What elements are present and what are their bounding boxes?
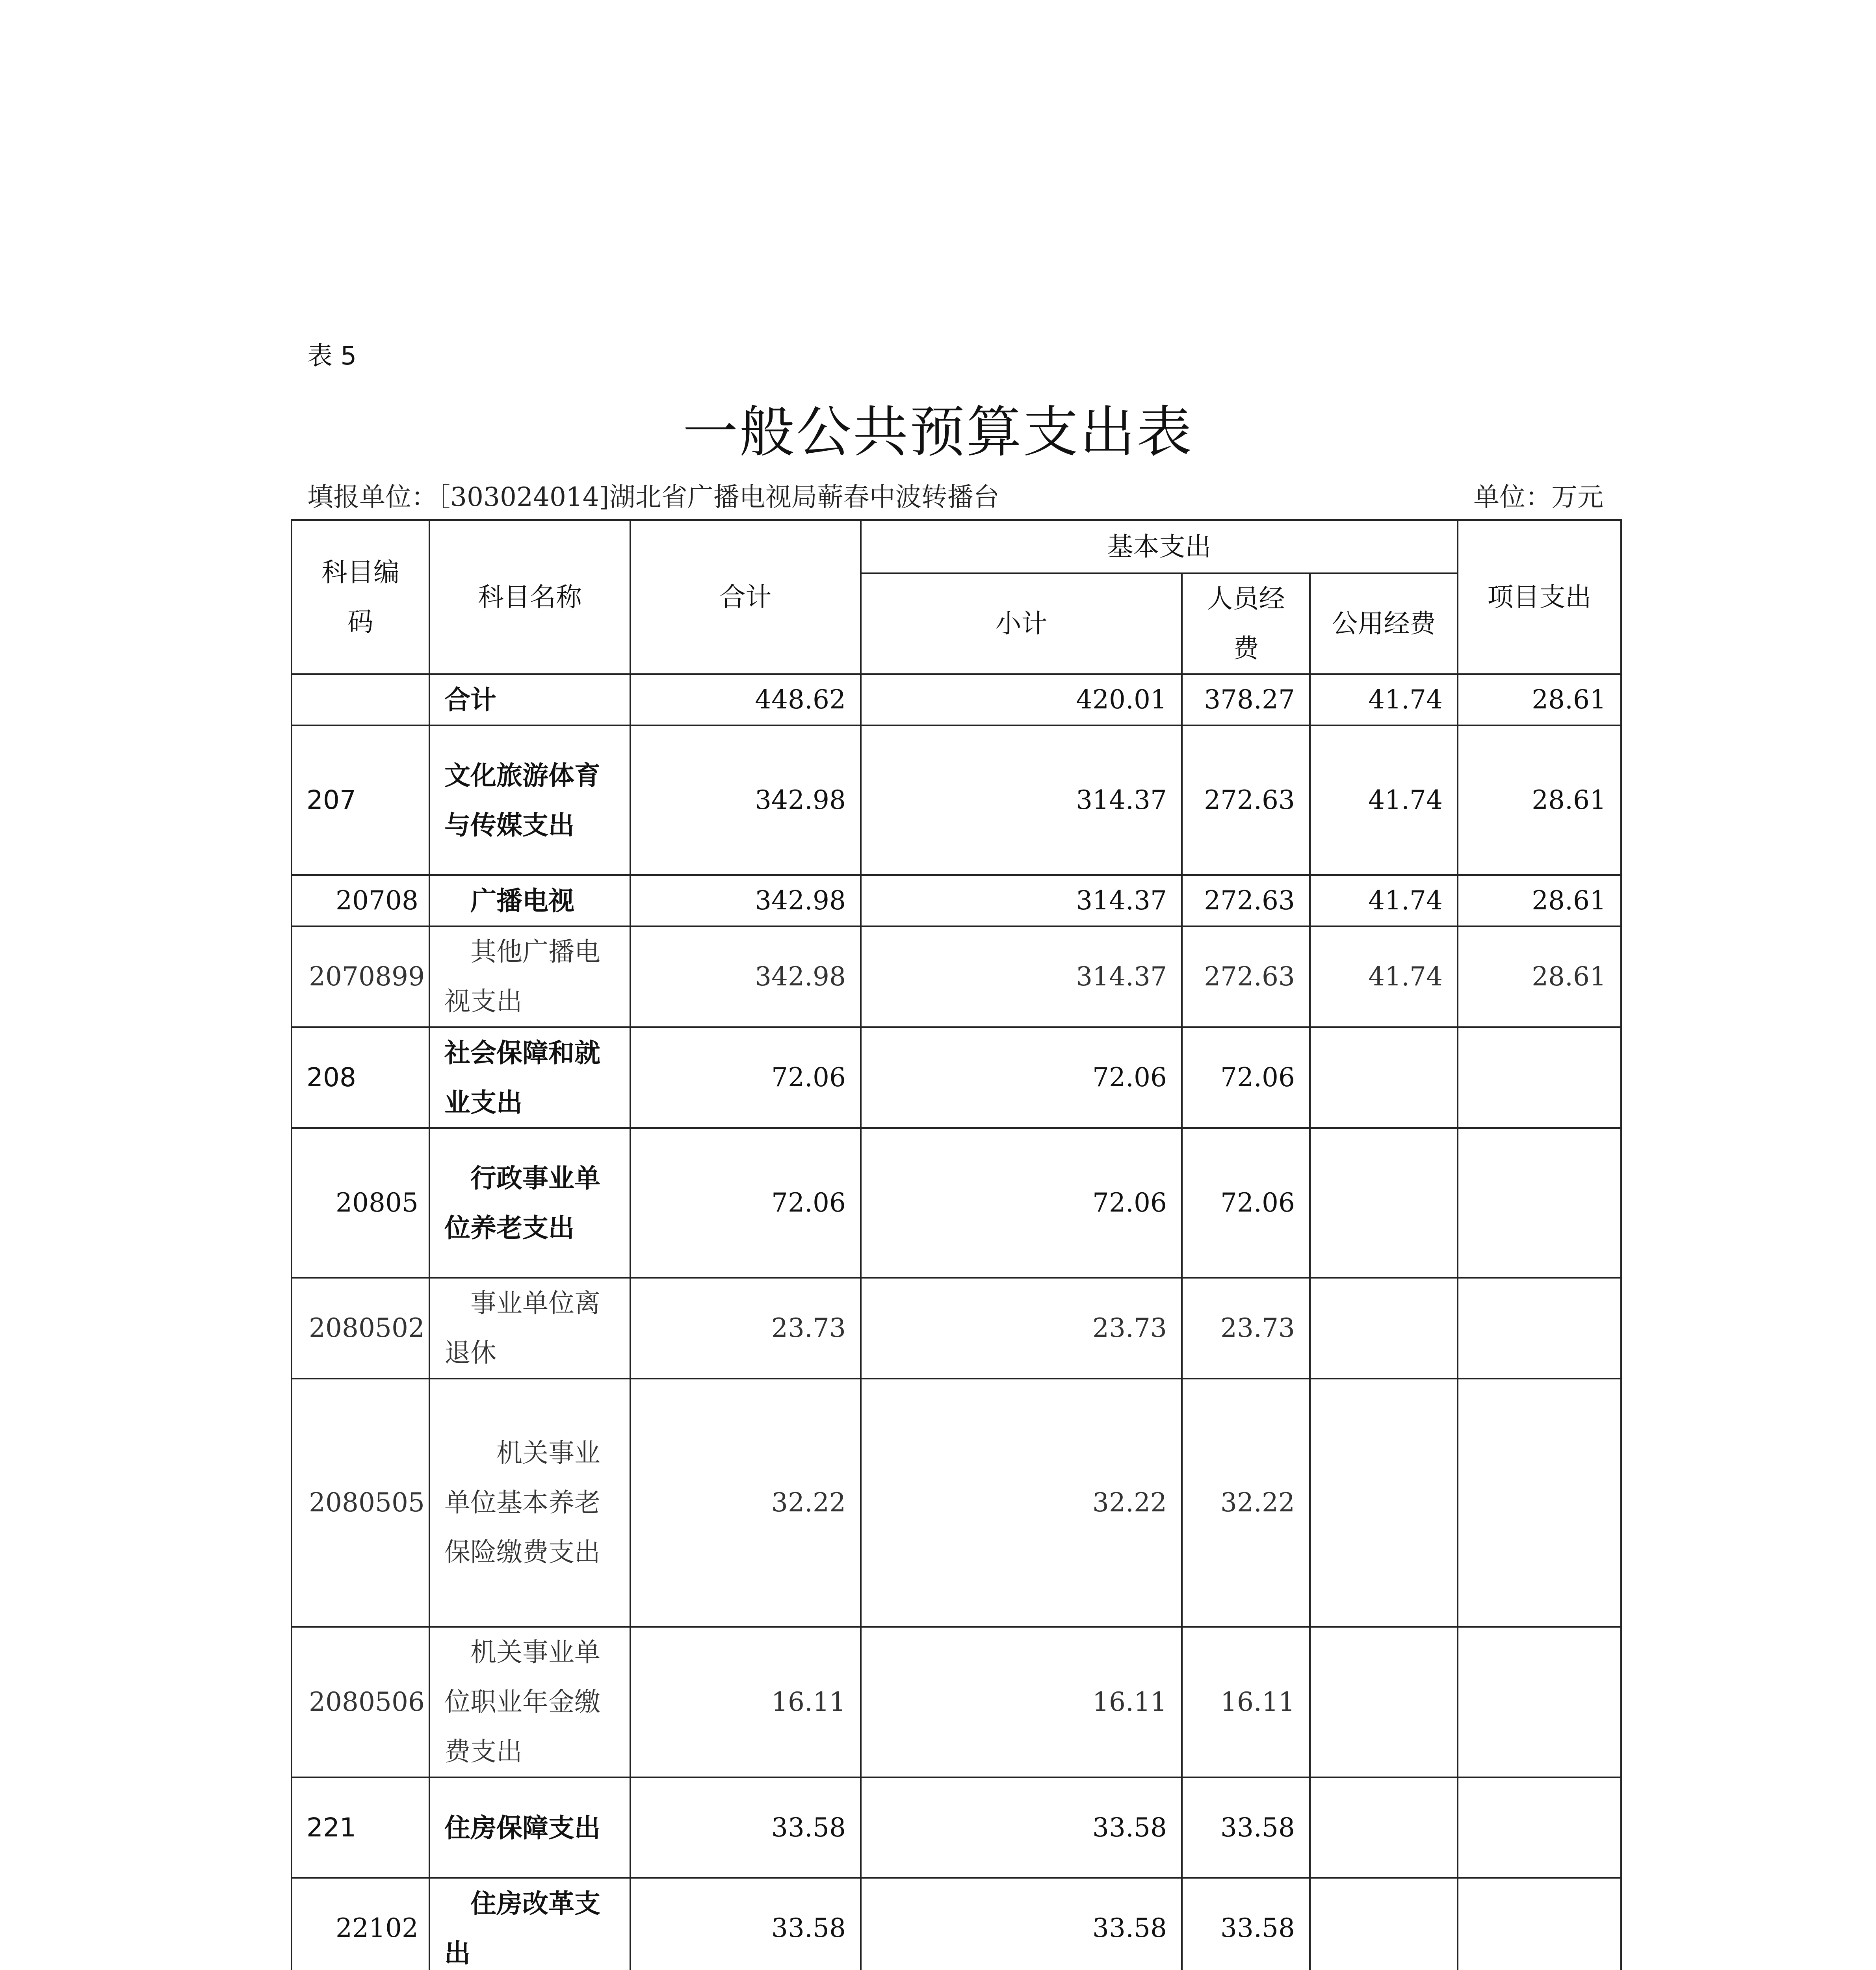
- measure-unit: 单位：万元: [1473, 482, 1603, 512]
- header-project: 项目支出: [1458, 520, 1621, 674]
- cell-total: 33.58: [630, 1777, 861, 1878]
- header-public: 公用经费: [1310, 573, 1458, 674]
- cell-project: [1458, 1627, 1621, 1777]
- cell-code: [292, 674, 429, 725]
- table-row: [292, 875, 1621, 926]
- cell-total: 72.06: [630, 1128, 861, 1278]
- cell-personnel: 72.06: [1182, 1027, 1310, 1128]
- table-label: 表 5: [307, 342, 357, 371]
- cell-total: 23.73: [630, 1278, 861, 1379]
- cell-total: 33.58: [630, 1878, 861, 1970]
- cell-subtotal: 72.06: [861, 1128, 1182, 1278]
- cell-project: [1458, 1379, 1621, 1627]
- cell-personnel: 272.63: [1182, 725, 1310, 875]
- cell-subtotal: 314.37: [861, 725, 1182, 875]
- cell-public: [1310, 1027, 1458, 1128]
- cell-public: [1310, 1379, 1458, 1627]
- cell-project: 28.61: [1458, 674, 1621, 725]
- cell-code: 208: [292, 1027, 429, 1128]
- cell-name: 合计: [429, 674, 630, 725]
- cell-personnel: 272.63: [1182, 926, 1310, 1027]
- cell-code: 22102: [292, 1878, 429, 1970]
- cell-personnel: 72.06: [1182, 1128, 1310, 1278]
- cell-name: 住房保障支出: [429, 1777, 630, 1878]
- table-row: [292, 725, 1621, 875]
- cell-public: [1310, 1278, 1458, 1379]
- cell-project: [1458, 1278, 1621, 1379]
- cell-personnel: 33.58: [1182, 1777, 1310, 1878]
- cell-subtotal: 314.37: [861, 926, 1182, 1027]
- table-row: [292, 1627, 1621, 1777]
- cell-name: 机关事业单位职业年金缴费支出: [429, 1627, 630, 1777]
- header-code: 科目编码: [292, 520, 429, 674]
- cell-total: 72.06: [630, 1027, 861, 1128]
- cell-project: 28.61: [1458, 725, 1621, 875]
- header-name: 科目名称: [429, 520, 630, 674]
- cell-code: 20805: [292, 1128, 429, 1278]
- cell-project: 28.61: [1458, 926, 1621, 1027]
- cell-public: 41.74: [1310, 875, 1458, 926]
- cell-code: 2080505: [292, 1379, 429, 1627]
- table-row: [292, 1777, 1621, 1878]
- cell-name: 行政事业单位养老支出: [429, 1128, 630, 1278]
- cell-personnel: 33.58: [1182, 1878, 1310, 1970]
- cell-subtotal: 33.58: [861, 1878, 1182, 1970]
- table-row: [292, 1128, 1621, 1278]
- cell-name: 社会保障和就业支出: [429, 1027, 630, 1128]
- cell-code: 2070899: [292, 926, 429, 1027]
- cell-public: [1310, 1128, 1458, 1278]
- table-row: [292, 926, 1621, 1027]
- cell-subtotal: 72.06: [861, 1027, 1182, 1128]
- table-row: [292, 1878, 1621, 1970]
- cell-code: 20708: [292, 875, 429, 926]
- cell-personnel: 378.27: [1182, 674, 1310, 725]
- report-meta: [307, 476, 1603, 515]
- header-total: 合计: [630, 520, 861, 674]
- cell-total: 342.98: [630, 725, 861, 875]
- cell-subtotal: 420.01: [861, 674, 1182, 725]
- cell-total: 32.22: [630, 1379, 861, 1627]
- cell-name: 广播电视: [429, 875, 630, 926]
- cell-code: 2080506: [292, 1627, 429, 1777]
- cell-project: 28.61: [1458, 875, 1621, 926]
- cell-name: 文化旅游体育与传媒支出: [429, 725, 630, 875]
- cell-code: 2080502: [292, 1278, 429, 1379]
- cell-project: [1458, 1128, 1621, 1278]
- header-personnel: 人员经费: [1182, 573, 1310, 674]
- cell-subtotal: 33.58: [861, 1777, 1182, 1878]
- cell-total: 448.62: [630, 674, 861, 725]
- cell-personnel: 272.63: [1182, 875, 1310, 926]
- cell-name: 住房改革支出: [429, 1878, 630, 1970]
- cell-code: 221: [292, 1777, 429, 1878]
- cell-total: 16.11: [630, 1627, 861, 1777]
- cell-subtotal: 23.73: [861, 1278, 1182, 1379]
- cell-code: 207: [292, 725, 429, 875]
- cell-name: 其他广播电视支出: [429, 926, 630, 1027]
- table-row: [292, 674, 1621, 725]
- cell-project: [1458, 1027, 1621, 1128]
- cell-public: [1310, 1627, 1458, 1777]
- cell-name: 事业单位离退休: [429, 1278, 630, 1379]
- cell-personnel: 23.73: [1182, 1278, 1310, 1379]
- budget-table: [291, 519, 1622, 1970]
- cell-subtotal: 16.11: [861, 1627, 1182, 1777]
- cell-project: [1458, 1777, 1621, 1878]
- cell-public: [1310, 1878, 1458, 1970]
- table-row: [292, 1027, 1621, 1128]
- cell-personnel: 32.22: [1182, 1379, 1310, 1627]
- cell-subtotal: 32.22: [861, 1379, 1182, 1627]
- page-title: 一般公共预算支出表: [682, 400, 1193, 465]
- header-subtotal: 小计: [861, 573, 1182, 674]
- cell-public: 41.74: [1310, 674, 1458, 725]
- table-row: [292, 1278, 1621, 1379]
- cell-subtotal: 314.37: [861, 875, 1182, 926]
- cell-public: 41.74: [1310, 926, 1458, 1027]
- cell-total: 342.98: [630, 926, 861, 1027]
- reporting-unit: 填报单位：［303024014]湖北省广播电视局蕲春中波转播台: [307, 482, 999, 512]
- cell-personnel: 16.11: [1182, 1627, 1310, 1777]
- cell-name: 机关事业单位基本养老保险缴费支出: [429, 1379, 630, 1627]
- cell-public: [1310, 1777, 1458, 1878]
- header-basic: 基本支出: [861, 520, 1458, 573]
- cell-total: 342.98: [630, 875, 861, 926]
- table-row: [292, 1379, 1621, 1627]
- cell-project: [1458, 1878, 1621, 1970]
- cell-public: 41.74: [1310, 725, 1458, 875]
